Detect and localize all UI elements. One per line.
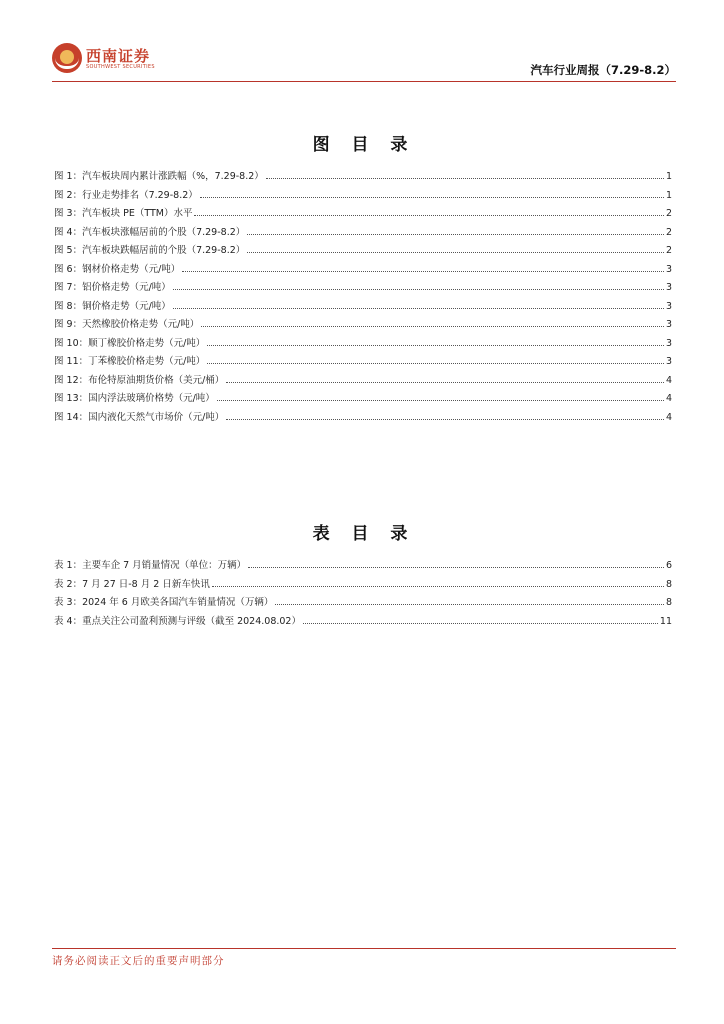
toc-page-number[interactable]: 4 xyxy=(665,411,672,423)
toc-dot-leader xyxy=(182,263,664,272)
table-toc-entry[interactable] xyxy=(54,557,672,576)
tables-toc-title: 表 目 录 xyxy=(312,524,416,544)
figure-toc-entry[interactable] xyxy=(54,335,672,354)
figure-toc-entry[interactable] xyxy=(54,390,672,409)
figure-toc-entry[interactable] xyxy=(54,298,672,317)
toc-dot-leader xyxy=(248,559,664,568)
toc-dot-leader xyxy=(217,392,664,401)
figure-toc-entry[interactable] xyxy=(54,409,672,428)
toc-dot-leader xyxy=(226,374,664,383)
toc-page-number[interactable]: 1 xyxy=(665,171,672,182)
toc-entry-label[interactable]: 图 10：顺丁橡胶价格走势（元/吨） xyxy=(54,337,206,349)
toc-dot-leader xyxy=(200,189,664,198)
toc-entry-label[interactable]: 图 7：铝价格走势（元/吨） xyxy=(54,282,171,293)
toc-dot-leader xyxy=(247,244,664,253)
toc-page-number[interactable]: 1 xyxy=(665,189,672,201)
toc-page-number[interactable]: 3 xyxy=(665,356,672,367)
page-header xyxy=(52,40,676,82)
toc-entry-label[interactable]: 图 5：汽车板块跌幅居前的个股（7.29-8.2） xyxy=(54,245,246,256)
logo-english-name: SOUTHWEST SECURITIES xyxy=(86,64,155,70)
toc-entry-label[interactable]: 表 4：重点关注公司盈利预测与评级（截至 2024.08.02） xyxy=(54,615,301,627)
footer-divider xyxy=(52,948,676,949)
toc-entry-label[interactable]: 图 12：布伦特原油期货价格（美元/桶） xyxy=(54,374,225,386)
toc-entry-label[interactable]: 图 13：国内浮法玻璃价格势（元/吨） xyxy=(54,393,215,404)
logo-emblem-icon xyxy=(52,43,82,73)
toc-dot-leader xyxy=(194,207,664,216)
toc-entry-label[interactable]: 表 3：2024 年 6 月欧美各国汽车销量情况（万辆） xyxy=(54,597,274,608)
report-title: 汽车行业周报（7.29-8.2） xyxy=(530,63,676,77)
toc-dot-leader xyxy=(212,578,664,587)
toc-entry-label[interactable]: 图 14：国内液化天然气市场价（元/吨） xyxy=(54,411,225,423)
toc-page-number[interactable]: 4 xyxy=(665,374,672,386)
toc-dot-leader xyxy=(303,615,658,624)
figures-toc-list xyxy=(54,168,672,427)
toc-entry-label[interactable]: 图 1：汽车板块周内累计涨跌幅（%，7.29-8.2） xyxy=(54,171,264,182)
figure-toc-entry[interactable] xyxy=(54,205,672,224)
toc-page-number[interactable]: 8 xyxy=(665,578,672,590)
toc-entry-label[interactable]: 图 9：天然橡胶价格走势（元/吨） xyxy=(54,319,200,330)
toc-entry-label[interactable]: 表 2：7 月 27 日-8 月 2 日新车快讯 xyxy=(54,578,210,590)
toc-page-number[interactable]: 2 xyxy=(665,208,672,219)
toc-dot-leader xyxy=(247,226,664,235)
toc-dot-leader xyxy=(173,300,664,309)
figure-toc-entry[interactable] xyxy=(54,168,672,187)
toc-dot-leader xyxy=(201,318,664,327)
figure-toc-entry[interactable] xyxy=(54,353,672,372)
figure-toc-entry[interactable] xyxy=(54,187,672,206)
toc-page-number[interactable]: 3 xyxy=(665,282,672,293)
toc-entry-label[interactable]: 图 6：钢材价格走势（元/吨） xyxy=(54,263,181,275)
toc-dot-leader xyxy=(173,281,664,290)
toc-page-number[interactable]: 3 xyxy=(665,319,672,330)
toc-page-number[interactable]: 11 xyxy=(659,615,672,627)
figure-toc-entry[interactable] xyxy=(54,279,672,298)
company-logo xyxy=(52,43,172,77)
toc-entry-label[interactable]: 图 8：铜价格走势（元/吨） xyxy=(54,300,171,312)
tables-toc-list xyxy=(54,557,672,631)
toc-page-number[interactable]: 4 xyxy=(665,393,672,404)
figure-toc-entry[interactable] xyxy=(54,224,672,243)
toc-page-number[interactable]: 2 xyxy=(665,245,672,256)
figure-toc-entry[interactable] xyxy=(54,316,672,335)
toc-entry-label[interactable]: 图 2：行业走势排名（7.29-8.2） xyxy=(54,189,198,201)
toc-entry-label[interactable]: 表 1：主要车企 7 月销量情况（单位：万辆） xyxy=(54,560,247,571)
toc-page-number[interactable]: 2 xyxy=(665,226,672,238)
footer-disclaimer-notice: 请务必阅读正文后的重要声明部分 xyxy=(52,955,225,967)
toc-dot-leader xyxy=(266,170,664,179)
figures-toc-title: 图 目 录 xyxy=(312,135,416,155)
table-toc-entry[interactable] xyxy=(54,594,672,613)
toc-entry-label[interactable]: 图 4：汽车板块涨幅居前的个股（7.29-8.2） xyxy=(54,226,246,238)
table-toc-entry[interactable] xyxy=(54,576,672,595)
figure-toc-entry[interactable] xyxy=(54,242,672,261)
toc-dot-leader xyxy=(207,337,664,346)
toc-page-number[interactable]: 8 xyxy=(665,597,672,608)
figure-toc-entry[interactable] xyxy=(54,372,672,391)
toc-dot-leader xyxy=(275,596,664,605)
toc-entry-label[interactable]: 图 3：汽车板块 PE（TTM）水平 xyxy=(54,208,193,219)
toc-page-number[interactable]: 6 xyxy=(665,560,672,571)
toc-entry-label[interactable]: 图 11：丁苯橡胶价格走势（元/吨） xyxy=(54,356,206,367)
toc-page-number[interactable]: 3 xyxy=(665,337,672,349)
header-divider xyxy=(52,81,676,82)
logo-chinese-name: 西南证券 xyxy=(86,47,151,65)
toc-page-number[interactable]: 3 xyxy=(665,263,672,275)
table-toc-entry[interactable] xyxy=(54,613,672,632)
toc-page-number[interactable]: 3 xyxy=(665,300,672,312)
toc-dot-leader xyxy=(207,355,664,364)
figure-toc-entry[interactable] xyxy=(54,261,672,280)
toc-dot-leader xyxy=(226,411,664,420)
